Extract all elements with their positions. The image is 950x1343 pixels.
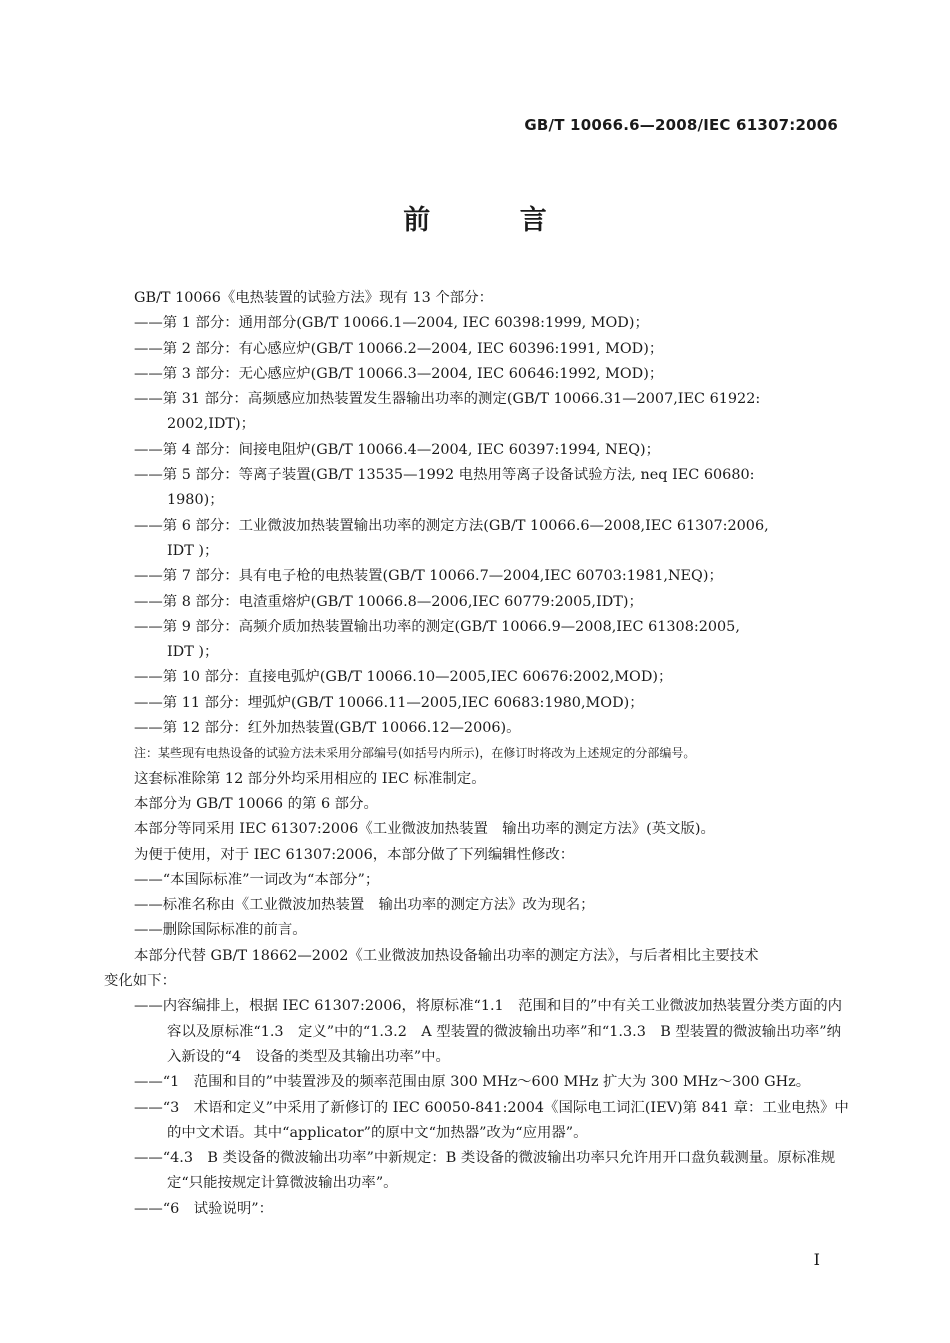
edit-item: ——“本国际标准”一词改为“本部分”；: [134, 871, 380, 888]
intro-paragraph: GB/T 10066《电热装置的试验方法》现有 13 个部分：: [134, 290, 493, 306]
document-body: [104, 286, 849, 1222]
part-item: ——第 12 部分：红外加热装置(GB/T 10066.12—2006)。: [134, 720, 521, 737]
page-number: I: [813, 1250, 820, 1269]
part-item: ——第 1 部分：通用部分(GB/T 10066.1—2004, IEC 60398:1999, MOD)；: [134, 315, 649, 332]
part-item: ——第 31 部分：高频感应加热装置发生器输出功率的测定(GB/T 10066.31—2007,IEC 61922:: [134, 391, 761, 408]
paragraph: 为便于使用，对于 IEC 61307:2006，本部分做了下列编辑性修改：: [134, 846, 575, 863]
change-item: ——“3 术语和定义”中采用了新修订的 IEC 60050-841:2004《国际电工词汇(IEV)第 841 章：工业电热》中的中文术语。其中“applicator”的原中文“加热器”改为“应用器”。: [134, 1099, 849, 1141]
paragraph: 本部分为 GB/T 10066 的第 6 部分。: [134, 795, 378, 812]
part-item: ——第 11 部分：埋弧炉(GB/T 10066.11—2005,IEC 60683:1980,MOD)；: [134, 694, 644, 711]
paragraph: 这套标准除第 12 部分外均采用相应的 IEC 标准制定。: [134, 770, 486, 787]
edit-item: ——标准名称由《工业微波加热装置 输出功率的测定方法》改为现名；: [134, 897, 595, 914]
part-item-continuation: IDT )；: [167, 644, 219, 661]
part-item-continuation: IDT )；: [167, 542, 219, 559]
part-item: ——第 7 部分：具有电子枪的电热装置(GB/T 10066.7—2004,IEC 60703:1981,NEQ)；: [134, 568, 723, 585]
note: 注：某些现有电热设备的试验方法未采用分部编号(如括号内所示)，在修订时将改为上述规定的分部编号。: [134, 746, 696, 761]
part-item: ——第 8 部分：电渣重熔炉(GB/T 10066.8—2006,IEC 60779:2005,IDT)；: [134, 593, 643, 610]
part-item: ——第 6 部分：工业微波加热装置输出功率的测定方法(GB/T 10066.6—2008,IEC 61307:2006,: [134, 517, 769, 534]
part-item: ——第 5 部分：等离子装置(GB/T 13535—1992 电热用等离子设备试验方法, neq IEC 60680:: [134, 467, 755, 484]
part-item: ——第 3 部分：无心感应炉(GB/T 10066.3—2004, IEC 60646:1992, MOD)；: [134, 365, 664, 382]
edit-item: ——删除国际标准的前言。: [134, 922, 307, 939]
standard-code: GB/T 10066.6—2008/IEC 61307:2006: [524, 116, 838, 134]
part-item: ——第 9 部分：高频介质加热装置输出功率的测定(GB/T 10066.9—2008,IEC 61308:2005,: [134, 618, 740, 635]
part-item: ——第 4 部分：间接电阻炉(GB/T 10066.4—2004, IEC 60397:1994, NEQ)；: [134, 441, 661, 458]
part-item: ——第 10 部分：直接电弧炉(GB/T 10066.10—2005,IEC 60676:2002,MOD)；: [134, 669, 673, 686]
change-item: ——“4.3 B 类设备的微波输出功率”中新规定：B 类设备的微波输出功率只允许用开口盘负载测量。原标准规定“只能按规定计算微波输出功率”。: [134, 1150, 836, 1192]
part-item: ——第 2 部分：有心感应炉(GB/T 10066.2—2004, IEC 60396:1991, MOD)；: [134, 340, 664, 357]
change-item: ——内容编排上，根据 IEC 61307:2006，将原标准“1.1 范围和目的”中有关工业微波加热装置分类方面的内容以及原标准“1.3 定义”中的“1.3.2 A 型装置的微波输出功率”和“1.3.3 B 型装置的微波输出功率”纳入新设的“4 设备的类型及其输出功率”中。: [134, 998, 843, 1065]
part-item-continuation: 2002,IDT)；: [167, 416, 256, 433]
change-item: ——“6 试验说明”：: [134, 1200, 273, 1217]
change-item: ——“1 范围和目的”中装置涉及的频率范围由原 300 MHz～600 MHz 扩大为 300 MHz～300 GHz。: [134, 1074, 811, 1091]
paragraph: 本部分等同采用 IEC 61307:2006《工业微波加热装置 输出功率的测定方法》(英文版)。: [134, 821, 715, 838]
paragraph-continuation: 变化如下：: [104, 973, 176, 990]
part-item-continuation: 1980)；: [167, 492, 224, 509]
page-title: 前 言: [403, 205, 587, 236]
paragraph: 本部分代替 GB/T 18662—2002《工业微波加热设备输出功率的测定方法》，与后者相比主要技术: [134, 947, 759, 964]
